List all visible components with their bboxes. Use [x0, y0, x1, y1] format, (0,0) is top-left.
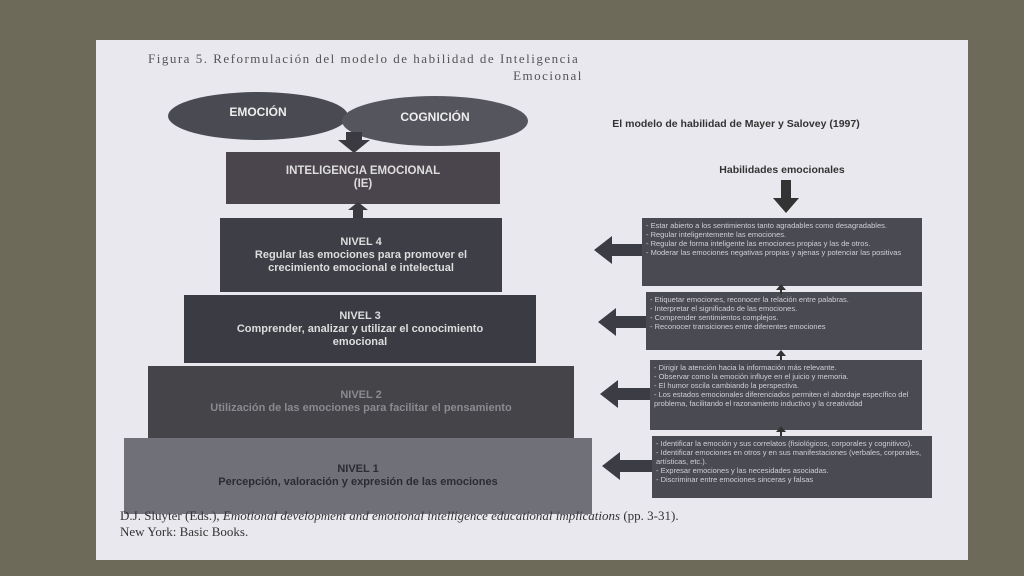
skill-item: - El humor oscila cambiando la perspectiva.: [654, 381, 800, 390]
skill-item: - Observar como la emoción influye en el juicio y memoria.: [654, 372, 849, 381]
level-2-text: Utilización de las emociones para facilitar el pensamiento: [210, 402, 512, 414]
citation-title: Emotional development and emotional intelligence educational implications: [222, 508, 621, 523]
ie-line1: INTELIGENCIA EMOCIONAL: [285, 165, 441, 177]
level-3-text: Comprender, analizar y utilizar el conocimiento emocional: [236, 322, 484, 348]
habilidades-label: Habilidades emocionales: [719, 164, 845, 176]
level-4-text: Regular las emociones para promover el crecimiento emocional e intelectual: [254, 248, 468, 274]
citation-publisher: New York: Basic Books.: [120, 524, 249, 539]
skill-item: - Reconocer transiciones entre diferentes emociones: [650, 322, 826, 331]
skill-item: - Dirigir la atención hacia la información más relevante.: [654, 363, 837, 372]
emotion-label: EMOCIÓN: [229, 105, 287, 119]
level-3-title: NIVEL 3: [339, 309, 381, 322]
skill-item: - Comprender sentimientos complejos.: [650, 313, 779, 322]
skills-box-level-4: [642, 218, 922, 286]
connector-up-icon: [776, 426, 786, 436]
level-4-title: NIVEL 4: [340, 235, 382, 248]
arrow-left-level-3: [598, 308, 646, 336]
level-2-title: NIVEL 2: [340, 389, 382, 401]
model-title: El modelo de habilidad de Mayer y Salovey (1997): [612, 118, 860, 130]
skill-item: - Etiquetar emociones, reconocer la relación entre palabras.: [650, 295, 849, 304]
document-page: [96, 40, 968, 560]
skill-item: - Estar abierto a los sentimientos tanto agradables como desagradables.: [646, 221, 887, 230]
level-1-box: [124, 438, 592, 514]
cognition-label: COGNICIÓN: [400, 110, 470, 124]
skill-item: - Identificar emociones en otros y en sus manifestaciones (verbales, corporales, artísticas, etc.).: [656, 448, 922, 466]
citation: [120, 508, 960, 540]
figure-title-line1: Figura 5. Reformulación del modelo de habilidad de Inteligencia: [148, 51, 580, 66]
citation-part-b: (pp. 3-31).: [620, 508, 679, 523]
arrow-left-level-1: [602, 452, 652, 480]
level-2-box: [148, 366, 574, 438]
skill-item: - Regular de forma inteligente las emociones propias y las de otros.: [646, 239, 871, 248]
arrow-to-ie: [336, 132, 372, 154]
skill-item: - Interpretar el significado de las emociones.: [650, 304, 798, 313]
ie-line2: (IE): [353, 178, 373, 190]
skill-item: - Moderar las emociones negativas propias y ajenas y potenciar las positivas: [646, 248, 902, 257]
skill-item: - Expresar emociones y las necesidades asociadas.: [656, 466, 829, 475]
arrow-left-level-2: [600, 380, 650, 408]
level-4-box: [220, 218, 502, 292]
figure-title: [148, 50, 948, 84]
ie-box: [226, 152, 500, 204]
level-1-title: NIVEL 1: [337, 463, 379, 475]
figure-title-line2: Emocional: [513, 68, 583, 83]
emotion-ellipse: [168, 92, 348, 140]
arrow-left-level-4: [594, 236, 642, 264]
connector-up-icon: [776, 284, 786, 294]
skills-box-level-3: [646, 292, 922, 350]
arrow-to-boxes: [772, 180, 800, 214]
level-3-box: [184, 295, 536, 363]
skill-item: - Regular inteligentemente las emociones.: [646, 230, 787, 239]
skills-box-level-2: [650, 360, 922, 430]
skills-box-level-1: [652, 436, 932, 498]
skill-item: - Los estados emocionales diferenciados permiten el abordaje específico del problema, facilitando el razonamiento inductivo y la creatividad: [654, 390, 909, 408]
citation-part-a: D.J. Sluyter (Eds.),: [120, 508, 223, 523]
connector-up-icon: [776, 350, 786, 360]
skill-item: - Discriminar entre emociones sinceras y falsas: [656, 475, 814, 484]
level-1-text: Percepción, valoración y expresión de las emociones: [218, 476, 498, 488]
skill-item: - Identificar la emoción y sus correlatos (fisiológicos, corporales y cognitivos).: [656, 439, 913, 448]
